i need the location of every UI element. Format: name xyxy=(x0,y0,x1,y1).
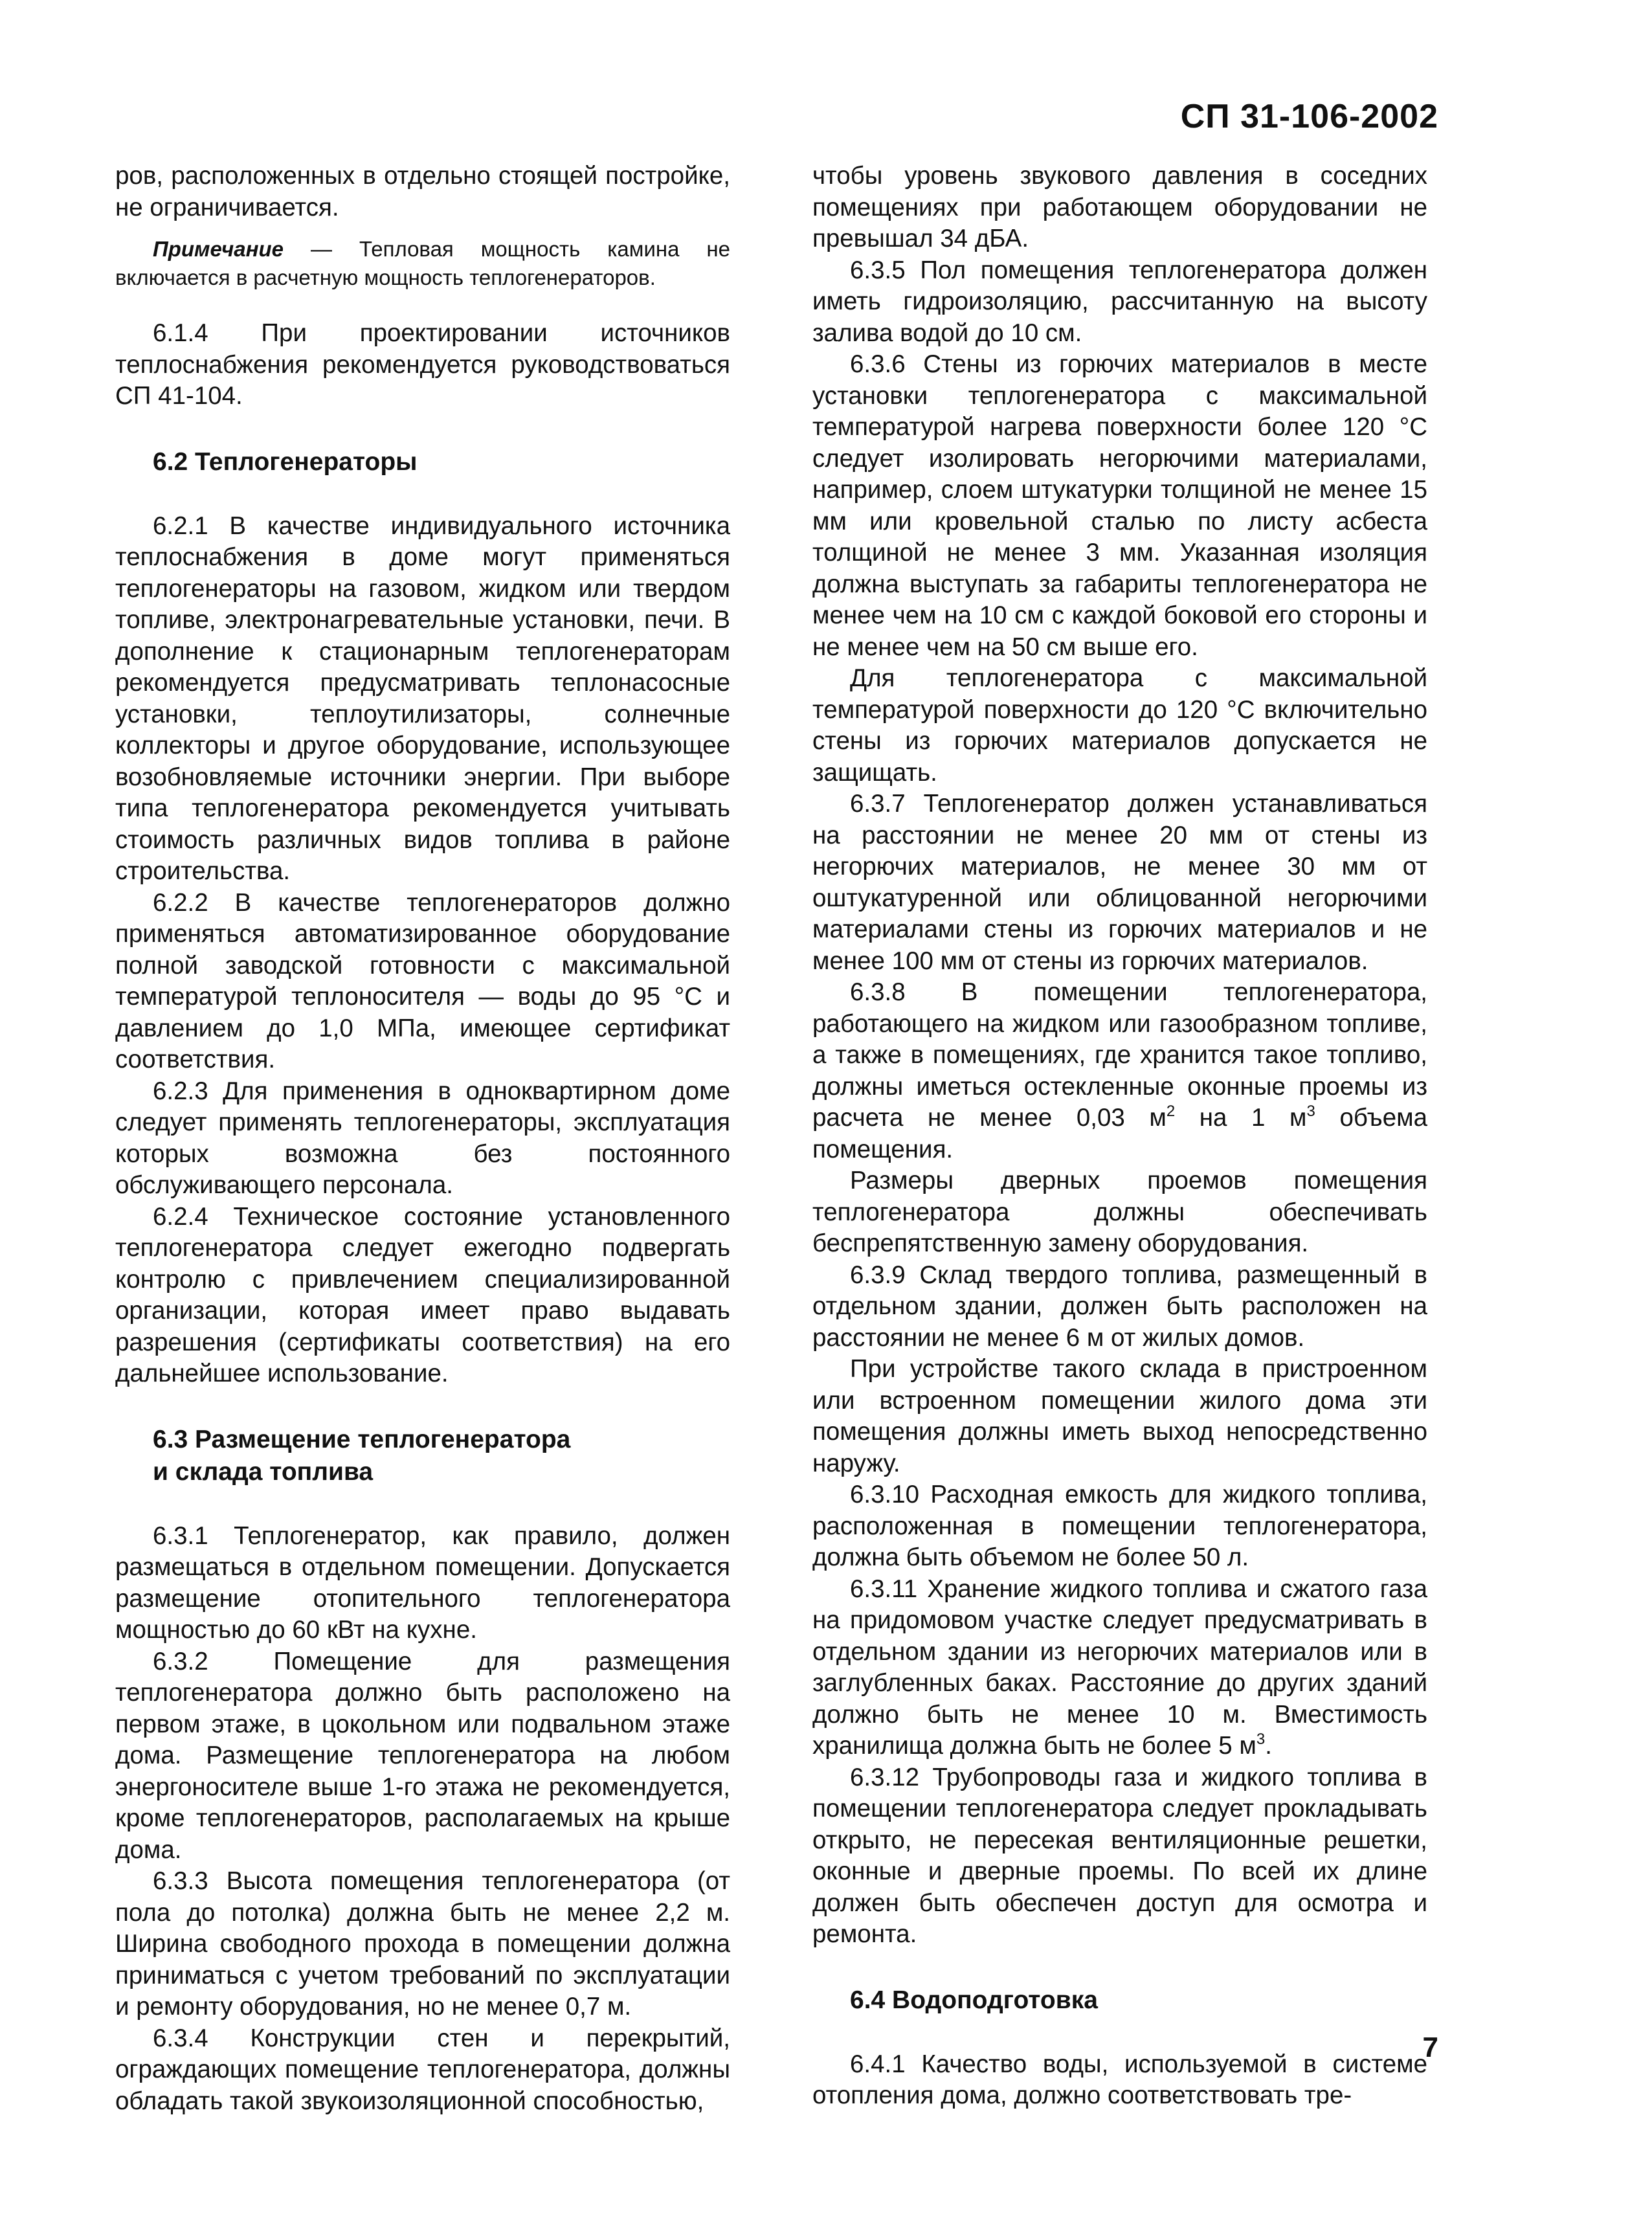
superscript: 3 xyxy=(1256,1731,1266,1748)
note xyxy=(115,235,730,292)
paragraph-6-3-9-b: При устройстве такого склада в пристроенном или встроенном помещении жилого дома эти помещения должны иметь выход непосредственно наружу. xyxy=(812,1355,1427,1477)
document-code: СП 31-106-2002 xyxy=(1180,98,1438,135)
section-heading-6-2: 6.2 Теплогенераторы xyxy=(153,447,418,476)
paragraph-6-3-4: 6.3.4 Конструкции стен и перекрытий, ограждающих помещение теплогенератора, должны обладать такой звукоизоляционной способностью, xyxy=(115,2024,730,2115)
paragraph-6-2-2: 6.2.2 В качестве теплогенераторов должно применяться автоматизированное оборудование полной заводской готовности с максимальной температурой теплоносителя — воды до 95 °С и давлением до 1,0 МПа, имеющее сертификат соответствия. xyxy=(115,888,730,1073)
note-text: — Тепловая мощность камина не включается в расчетную мощность теплогенераторов. xyxy=(115,237,730,289)
paragraph-6-3-10: 6.3.10 Расходная емкость для жидкого топлива, расположенная в помещении теплогенератора, должна быть объемом не более 50 л. xyxy=(812,1481,1427,1571)
heading-line-1: 6.3 Размещение теплогенератора xyxy=(153,1425,571,1453)
paragraph-continuation: ров, расположенных в отдельно стоящей постройке, не ограничивается. xyxy=(115,162,730,221)
paragraph-6-3-5: 6.3.5 Пол помещения теплогенератора должен иметь гидроизоляцию, рассчитанную на высоту залива водой до 10 см. xyxy=(812,256,1427,347)
paragraph-6-2-3: 6.2.3 Для применения в одноквартирном доме следует применять теплогенераторы, эксплуатация которых возможна без постоянного обслуживающего персонала. xyxy=(115,1077,730,1199)
superscript: 2 xyxy=(1166,1103,1176,1120)
section-heading-6-3 xyxy=(153,1424,730,1488)
page-number: 7 xyxy=(1422,2032,1438,2063)
superscript: 3 xyxy=(1306,1103,1315,1120)
section-heading-6-4: 6.4 Водоподготовка xyxy=(850,1986,1098,2014)
right-column xyxy=(812,161,1427,2112)
paragraph-6-4-1: 6.4.1 Качество воды, используемой в системе отопления дома, должно соответствовать тре- xyxy=(812,2050,1427,2109)
paragraph-6-3-12: 6.3.12 Трубопроводы газа и жидкого топлива в помещении теплогенератора следует прокладывать открыто, не пересекая вентиляционные решетки, оконные и дверные проемы. По всей их длине должен быть обеспечен доступ для осмотра и ремонта. xyxy=(812,1763,1427,1948)
paragraph-6-3-9: 6.3.9 Склад твердого топлива, размещенный в отдельном здании, должен быть расположен на расстоянии не менее 6 м от жилых домов. xyxy=(812,1260,1427,1352)
paragraph-6-3-6-b: Для теплогенератора с максимальной температурой поверхности до 120 °С включительно стены из горючих материалов допускается не защищать. xyxy=(812,664,1427,787)
paragraph-6-3-6: 6.3.6 Стены из горючих материалов в месте установки теплогенератора с максимальной температурой нагрева поверхности более 120 °С следует изолировать негорючими материалами, например, слоем штукатурки толщиной не менее 15 мм или кровельной сталью по листу асбеста толщиной не менее 3 мм. Указанная изоляция должна выступать за габариты теплогенератора не менее чем на 10 см с каждой боковой его стороны и не менее чем на 50 см выше его. xyxy=(812,350,1427,661)
paragraph-6-3-11: 6.3.11 Хранение жидкого топлива и сжатого газа на придомовом участке следует предусматривать в отдельном здании из негорючих материалов или в заглубленных баках. Расстояние до других зданий должно быть не менее 10 м. Вместимость хранилища должна быть не более 5 $м^3$. xyxy=(812,1574,1427,1760)
paragraph-6-2-1: 6.2.1 В качестве индивидуального источника теплоснабжения в доме могут применяться теплогенераторы на газовом, жидком или твердом топливе, электронагревательные установки, печи. В дополнение к стационарным теплогенераторам рекомендуется предусматривать теплонасосные установки, теплоутилизаторы, солнечные коллекторы и другое оборудование, использующее возобновляемые источники энергии. При выборе типа теплогенератора рекомендуется учитывать стоимость различных видов топлива в районе строительства. xyxy=(115,511,730,885)
paragraph-6-1-4: 6.1.4 При проектировании источников теплоснабжения рекомендуется руководствоваться СП 41-104. xyxy=(115,319,730,410)
paragraph-6-3-3: 6.3.3 Высота помещения теплогенератора (от пола до потолка) должна быть не менее 2,2 м. Ширина свободного прохода в помещении должна приниматься с учетом требований по эксплуатации и ремонту оборудования, но не менее 0,7 м. xyxy=(115,1867,730,2021)
paragraph-6-3-1: 6.3.1 Теплогенератор, как правило, должен размещаться в отдельном помещении. Допускается размещение отопительного теплогенератора мощностью до 60 кВт на кухне. xyxy=(115,1521,730,1644)
paragraph-6-3-8-b: Размеры дверных проемов помещения теплогенератора должны обеспечивать беспрепятственную замену оборудования. xyxy=(812,1167,1427,1257)
paragraph-continuation-right: чтобы уровень звукового давления в соседних помещениях при работающем оборудовании не превышал 34 дБА. xyxy=(812,162,1427,252)
paragraph-6-3-2: 6.3.2 Помещение для размещения теплогенератора должно быть расположено на первом этаже, в цокольном или подвальном этаже дома. Размещение теплогенератора на любом энергоносителе выше 1-го этажа не рекомендуется, кроме теплогенераторов, располагаемых на крыше дома. xyxy=(115,1647,730,1864)
note-label: Примечание xyxy=(153,237,284,261)
heading-line-2: и склада топлива xyxy=(153,1457,374,1486)
paragraph-6-2-4: 6.2.4 Техническое состояние установленного теплогенератора следует ежегодно подвергать контролю с привлечением специализированной организации, которая имеет право выдавать разрешения (сертификаты соответствия) на его дальнейшее использование. xyxy=(115,1202,730,1387)
paragraph-6-3-8: 6.3.8 В помещении теплогенератора, работающего на жидком или газообразном топливе, а также в помещениях, где хранится такое топливо, должны иметься остекленные оконные проемы из расчета не менее 0,03 $м^2$ на 1 $м^3$ объема помещения. xyxy=(812,978,1427,1163)
paragraph-6-3-7: 6.3.7 Теплогенератор должен устанавливаться на расстоянии не менее 20 мм от стены из негорючих материалов, не менее 30 мм от оштукатуренной или облицованной негорючими материалами стены из горючих материалов и не менее 100 мм от стены из горючих материалов. xyxy=(812,790,1427,975)
left-column xyxy=(115,161,730,2117)
